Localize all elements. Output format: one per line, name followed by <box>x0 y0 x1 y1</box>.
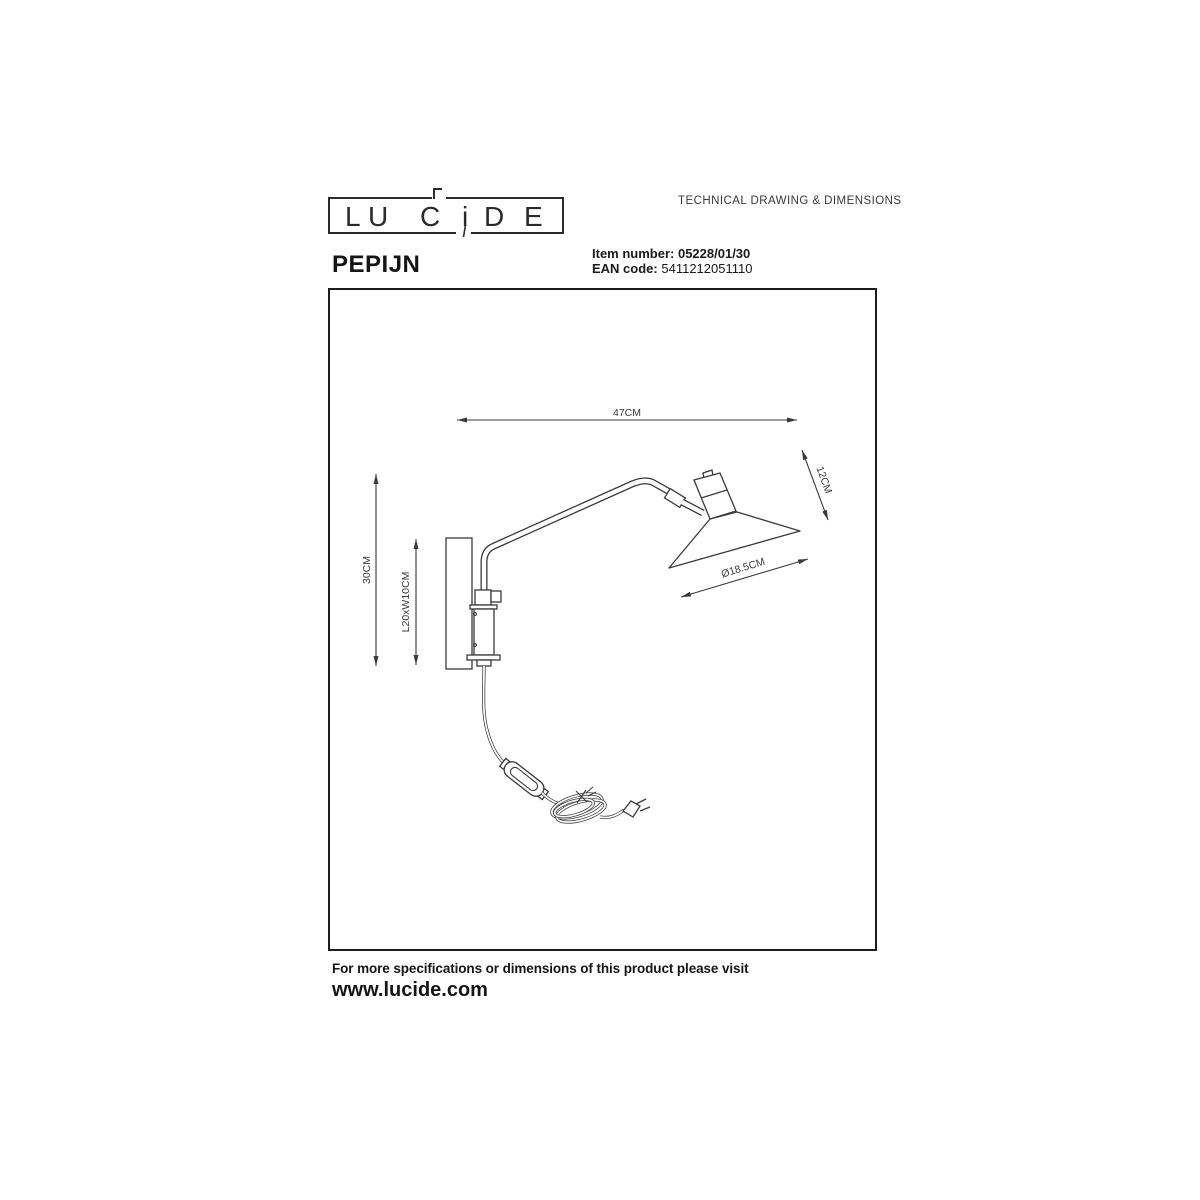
footer <box>332 961 749 1002</box>
dim-height-label: 30CM <box>361 555 373 585</box>
mount-cylinder <box>474 609 494 655</box>
power-cord <box>484 666 506 765</box>
power-plug <box>623 799 650 817</box>
wall-plate <box>446 538 472 669</box>
footer-note: For more specifications or dimensions of this product please visit <box>332 961 749 976</box>
logo-letter: E <box>524 201 543 232</box>
cord-grommet <box>477 660 491 666</box>
product-name: PEPIJN <box>332 251 421 278</box>
plug-prong <box>640 807 650 811</box>
ean-label: EAN code: <box>592 261 658 276</box>
dim-backplate-label: L20xW10CM <box>400 571 412 633</box>
dim-head-label: 12CM <box>813 464 835 496</box>
ean-value: 5411212051110 <box>661 261 753 276</box>
brand-logo <box>328 185 568 241</box>
dim-width <box>457 407 797 420</box>
plug-prong <box>636 799 646 804</box>
logo-letter: i <box>462 201 469 232</box>
technical-drawing-canvas <box>330 290 875 949</box>
switch-body <box>501 759 547 800</box>
dim-shade-label: Ø18.5CM <box>719 555 767 581</box>
logo-letter: U <box>368 201 389 232</box>
logo-letter: D <box>484 201 505 232</box>
mount-knob <box>491 591 501 602</box>
mount-flange <box>467 655 500 660</box>
sheet-title: TECHNICAL DRAWING & DIMENSIONS <box>678 195 902 207</box>
item-number-row <box>592 246 752 261</box>
footer-url: www.lucide.com <box>332 979 488 1001</box>
dim-backplate <box>400 539 416 665</box>
logo-letter: L <box>345 201 361 232</box>
item-number-label: Item number: <box>592 246 675 261</box>
logo-letter: C <box>420 201 441 232</box>
ean-row <box>592 261 752 276</box>
product-codes <box>592 246 752 276</box>
dim-width-label: 47CM <box>612 407 642 419</box>
dim-mount-height <box>361 474 376 666</box>
lamp-arm <box>484 481 703 591</box>
mount-bracket <box>475 590 491 605</box>
dim-shade-diameter <box>681 556 808 597</box>
technical-drawing-frame <box>328 288 877 951</box>
lamp-shade <box>669 512 800 568</box>
cord-coil <box>542 787 624 827</box>
item-number-value: 05228/01/30 <box>677 246 751 261</box>
dim-head-height <box>802 450 834 520</box>
logo-accent-mark <box>434 189 442 199</box>
